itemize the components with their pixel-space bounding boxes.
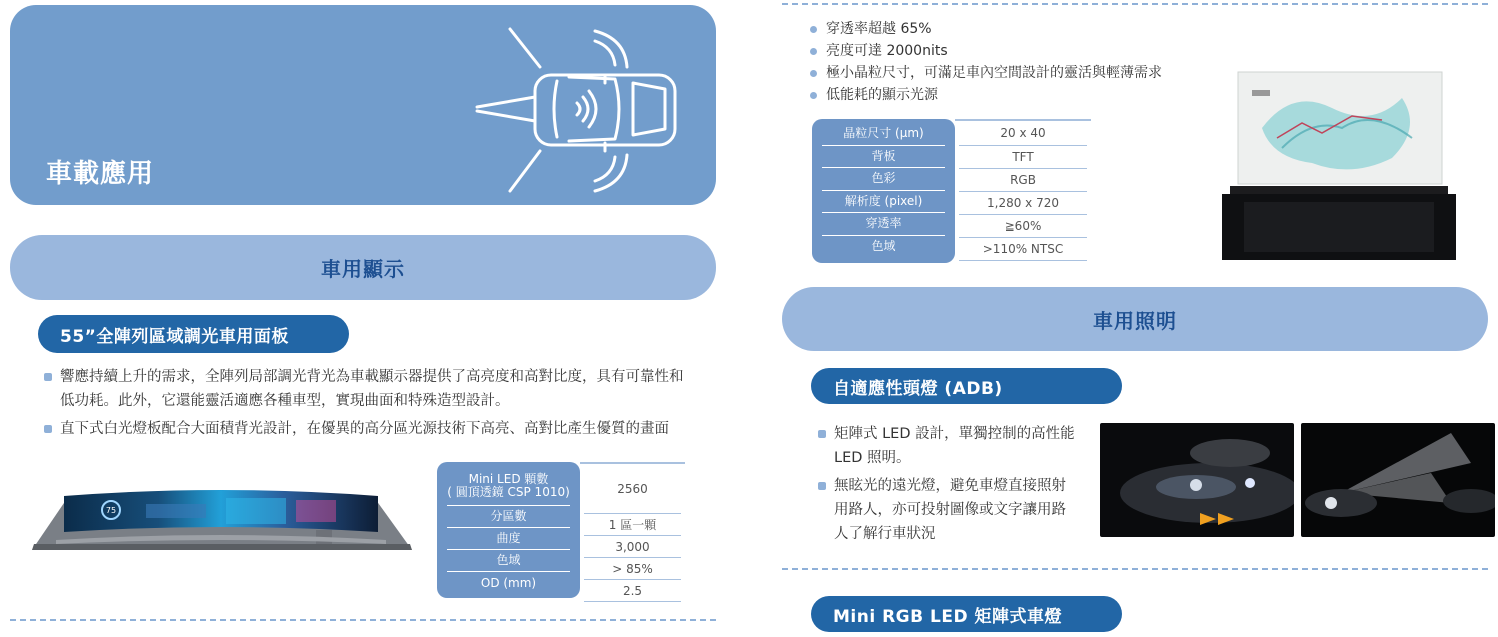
curved-display-image [26,486,416,556]
screen-speed: 75 [105,506,117,515]
list-item: 亮度可達 2000nits [808,40,1228,62]
connected-car-icon [465,19,695,199]
spec-value: 3,000 [584,536,681,558]
spec-label: 背板 [822,146,945,169]
section-title-display: 車用顯示 [10,235,716,300]
list-item: 無眩光的遠光燈，避免車燈直接照射用路人，亦可投射圖像或文字讓用路人了解行車狀況 [816,474,1078,546]
divider [782,3,1488,5]
spec-label: 分區數 [447,506,570,528]
spec-label: 色域 [447,550,570,572]
list-item: 響應持續上升的需求，全陣列局部調光背光為車載顯示器提供了高亮度和高對比度，具有可靠性和低功耗。此外，它還能靈活適應各種車型，實現曲面和特殊造型設計。 [42,365,692,413]
spec-value-column [955,119,1091,269]
spec-label: 晶粒尺寸 (μm) [822,123,945,146]
panel-pill: 55”全陣列區域調光車用面板 [38,315,349,353]
spec-value: 1,280 x 720 [959,192,1087,215]
spec-value: TFT [959,146,1087,169]
spec-label: 色彩 [822,168,945,191]
list-item: 直下式白光燈板配合大面積背光設計，在優異的高分區光源技術下高亮、高對比產生優質的畫面 [42,417,692,441]
hero-banner [10,5,716,205]
transparent-spec-table [812,119,1091,269]
adb-pill: 自適應性頭燈 (ADB) [811,368,1122,404]
spec-value: 1 區一顆 [584,514,681,536]
spec-value: >110% NTSC [959,238,1087,261]
display-spec-table [437,462,685,604]
spec-value: 2.5 [584,580,681,602]
adb-headlight-photo-2 [1301,423,1495,537]
list-item: 低能耗的顯示光源 [808,84,1228,106]
transparent-display-bullets [808,18,1228,106]
list-item: 穿透率超越 65% [808,18,1228,40]
adb-bullet-list [816,422,1078,546]
spec-label: 色域 [871,239,896,254]
spec-value: > 85% [584,558,681,580]
adb-headlight-photo-1 [1100,423,1294,537]
spec-label: 穿透率 [822,213,945,236]
spec-label-column [812,119,955,263]
list-item: 極小晶粒尺寸，可滿足車內空間設計的靈活與輕薄需求 [808,62,1228,84]
spec-label-column [437,462,580,598]
spec-label: Mini LED 顆數 ( 圓頂透鏡 CSP 1010) [447,466,570,506]
divider [10,619,716,621]
spec-value: ≧60% [959,215,1087,238]
hero-title: 車載應用 [46,159,155,189]
spec-label: 解析度 (pixel) [822,191,945,214]
spec-value: RGB [959,169,1087,192]
spec-value: 20 x 40 [959,121,1087,146]
section-title-lighting: 車用照明 [782,287,1488,351]
display-bullet-list [42,365,692,441]
spec-label: 曲度 [447,528,570,550]
list-item: 矩陣式 LED 設計，單獨控制的高性能 LED 照明。 [816,422,1078,470]
divider [782,568,1488,570]
mini-rgb-pill: Mini RGB LED 矩陣式車燈 [811,596,1122,632]
spec-label: OD (mm) [480,575,537,590]
spec-value: 2560 [584,464,681,514]
transparent-display-image [1222,68,1456,264]
spec-value-column [580,462,685,604]
